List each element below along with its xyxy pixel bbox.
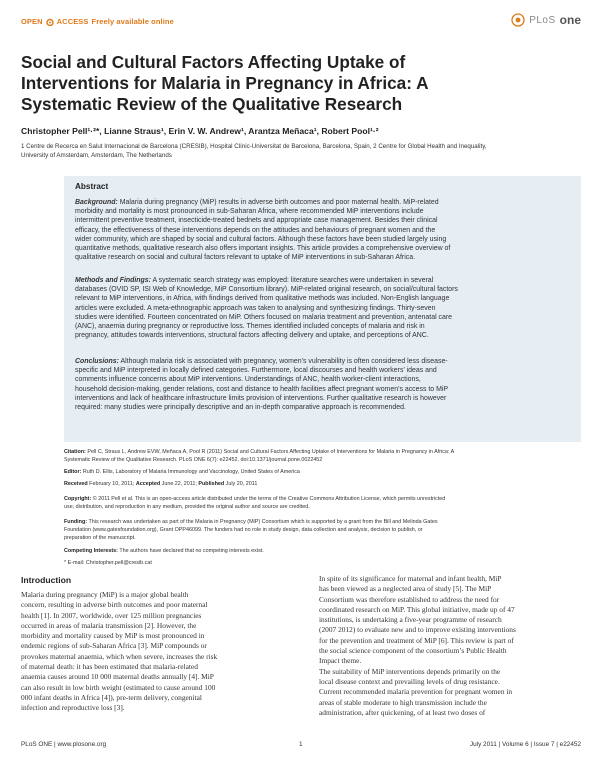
body-line: endemic regions of sub-Saharan Africa [3]. MiP compounds or — [21, 641, 207, 651]
abstract-box — [64, 176, 581, 442]
body-line: provokes maternal anaemia, which when severe, increases the risk — [21, 651, 218, 661]
copyright-block — [64, 495, 581, 511]
citation-block — [64, 448, 581, 464]
abstract-line: intermittent preventive treatment, insecticide-treated bednets and appropriate case management. Besides their clinical — [75, 217, 438, 225]
corresponding-email[interactable]: * E-mail: Christopher.pell@cresib.cat — [64, 560, 152, 566]
affiliation-line: 1 Centre de Recerca en Salut Internacional de Barcelona (CRESIB), Hospital Clínic-Universitat de Barcelona, Barcelona, Spain, 2 Centre for Global Health and Inequality, — [21, 143, 487, 150]
citation-line: Systematic Review of the Qualitative Research. PLoS ONE 6(7): e22452. doi:10.1371/journal.pone.0022452 — [64, 457, 323, 463]
body-line: concern, resulting in adverse birth outcomes and poor maternal — [21, 600, 208, 610]
body-column-right — [319, 574, 581, 718]
introduction-heading: Introduction — [21, 575, 72, 585]
footer-journal: PLoS ONE | www.plosone.org — [21, 741, 107, 748]
abstract-line: relevant to MiP interventions, in Africa, with findings derived from qualitative methods was included. Non-English language — [75, 295, 450, 303]
body-line: infection and reproductive loss [3]. — [21, 703, 125, 713]
email-block — [64, 559, 581, 567]
abstract-line: specific and MiP interpreted in locally defined categories. Furthermore, local discourses and health workers’ ideas and — [75, 367, 437, 375]
abstract-line: qualitative research on social and cultural factors relevant to uptake of MiP interventions in sub-Saharan Africa. — [75, 254, 415, 262]
abstract-line: databases (OVID SP, ISI Web of Knowledge, MiP Consortium library). MiP-related original research, on social/cultural factors — [75, 286, 458, 294]
title-line: Interventions for Malaria in Pregnancy in Africa: A — [21, 73, 429, 93]
affiliations — [21, 142, 581, 160]
abstract-line: (ANC), anaemia during pregnancy or reproductive loss. Themes identified included concepts of malaria and risk in — [75, 323, 425, 331]
author-list: Christopher Pell¹·²*, Lianne Straus¹, Erin V. W. Andrew¹, Arantza Meñaca¹, Robert Pool¹·² — [21, 126, 379, 136]
dates-block — [64, 480, 581, 488]
body-line: Current recommended malaria prevention for pregnant women in — [319, 687, 513, 697]
body-line: of maternal death: it has been estimated that malaria-related — [21, 662, 198, 672]
body-column-left — [21, 590, 283, 714]
page-number: 1 — [299, 741, 303, 748]
open-lock-icon — [46, 17, 54, 26]
affiliation-line: University of Amsterdam, Amsterdam, The Netherlands — [21, 152, 172, 159]
published-date: July 20, 2011 — [224, 481, 258, 487]
body-line: coordinated research on MiP. This global initiative, made up of 47 — [319, 604, 515, 614]
abstract-line: required: many studies were principally descriptive and an in-depth comparative approach is recommended. — [75, 404, 406, 412]
body-line: has been viewed as a neglected area of study [5]. The MiP — [319, 584, 492, 594]
journal-header — [21, 13, 581, 37]
logo-one-text: one — [559, 13, 581, 27]
abstract-line: quantitative methods, qualitative research also offers important insights. This article provides a comprehensive overview of — [75, 245, 451, 253]
body-line: morbidity and mortality caused by MiP is most pronounced in — [21, 631, 205, 641]
body-line: areas of stable moderate to high transmission include the — [319, 697, 487, 707]
accepted-label: Accepted — [135, 481, 161, 487]
open-label: OPEN — [21, 17, 43, 26]
body-line: Impact theme. — [319, 656, 362, 666]
freely-available-label: Freely available online — [91, 17, 174, 26]
methods-label: Methods and Findings: — [75, 277, 151, 284]
abstract-line: studies were identified. Fourteen concentrated on MiP. Others focused on malaria treatment and prevention, antenatal care — [75, 313, 453, 321]
abstract-line: household decision-making, gender relations, cost and distance to health facilities affect pregnant women’s access to MiP — [75, 385, 449, 393]
background-label: Background: — [75, 199, 118, 206]
title-line: Systematic Review of the Qualitative Research — [21, 94, 403, 114]
funding-line: This research was undertaken as part of the Malaria in Pregnancy (MiP) Consortium which is supported by a grant from the Bill and Melinda Gates — [87, 519, 438, 525]
editor-label: Editor: — [64, 469, 82, 475]
body-line: anaemia causes around 10 000 maternal deaths annually [4]. MiP — [21, 672, 214, 682]
abstract-line: efficacy, the effectiveness of these interventions depends on the attitudes and behaviours of pregnant women and the — [75, 226, 436, 234]
abstract-line: interventions and lack of healthcare infrastructure limits provision of interventions. Further qualitative research is however — [75, 394, 447, 402]
plos-one-logo — [511, 13, 581, 27]
editor-text: Ruth D. Ellis, Laboratory of Malaria Immunology and Vaccinology, United States of America — [81, 469, 300, 475]
funding-line: Foundation (www.gatesfoundation.org), Grant OPP46099. The funders had no role in study design, data collection and analysis, decision to publish, or — [64, 527, 423, 533]
competing-interests-block — [64, 547, 581, 555]
body-line: the social science component of the consortium’s Public Health — [319, 646, 507, 656]
access-label: ACCESS — [56, 17, 89, 26]
abstract-line: articles were excluded. A meta-ethnographic approach was taken to analysing and synthesizing findings. Thirty-seven — [75, 304, 436, 312]
body-line: for the prevention and treatment of MiP [6]. This review is part of — [319, 635, 514, 645]
page-footer — [21, 741, 581, 751]
funding-line: preparation of the manuscript. — [64, 535, 136, 541]
abstract-line: A systematic search strategy was employed: literature searches were undertaken in several — [150, 277, 434, 284]
abstract-methods — [75, 276, 570, 340]
footer-issue-info: July 2011 | Volume 6 | Issue 7 | e22452 — [469, 741, 581, 748]
competing-label: Competing Interests: — [64, 548, 118, 554]
abstract-heading: Abstract — [75, 182, 109, 191]
body-line: can also result in low birth weight (estimated to cause around 100 — [21, 682, 216, 692]
abstract-line: wider community, which are shaped by social and cultural factors. Although these factors have been studied largely using — [75, 235, 447, 243]
body-line: institutions, is undertaking a five-year programme of research — [319, 615, 502, 625]
body-line: occurred in areas of malaria transmission [2]. However, the — [21, 620, 197, 630]
abstract-line: comments influence concerns about MiP interventions. Understandings of ANC, health worker-client interactions, — [75, 376, 421, 384]
body-line: health [1]. In 2007, worldwide, over 125 million pregnancies — [21, 610, 202, 620]
abstract-conclusions — [75, 357, 570, 412]
editor-block — [64, 468, 581, 476]
article-title — [21, 52, 561, 115]
received-label: Received — [64, 481, 88, 487]
copyright-line: © 2011 Pell et al. This is an open-access article distributed under the terms of the Creative Commons Attribution License, which permits unrestricted — [91, 496, 446, 502]
published-label: Published — [198, 481, 225, 487]
funding-label: Funding: — [64, 519, 88, 525]
body-line: Malaria during pregnancy (MiP) is a major global health — [21, 590, 189, 599]
body-line: In spite of its significance for maternal and infant health, MiP — [319, 574, 502, 583]
body-line: 000 infant deaths in Africa [4]), pre-term delivery, congenital — [21, 692, 202, 702]
conclusions-label: Conclusions: — [75, 358, 119, 365]
citation-label: Citation: — [64, 449, 86, 455]
funding-block — [64, 518, 581, 542]
abstract-background — [75, 198, 570, 262]
open-access-badge — [21, 17, 174, 26]
abstract-line: pregnancy, attitudes towards interventions, structural factors affecting delivery and uptake, and perceptions of ANC. — [75, 332, 429, 340]
accepted-date: June 22, 2011; — [160, 481, 199, 487]
received-date: February 10, 2011; — [87, 481, 136, 487]
body-line: The suitability of MiP interventions depends primarily on the — [319, 666, 501, 676]
abstract-line: morbidity and mortality is most pronounced in sub-Saharan Africa, where recommended MiP interventions include — [75, 208, 424, 216]
body-line: administration, after quickening, of at least two doses of — [319, 707, 486, 717]
logo-plos-text: PLoS — [529, 14, 556, 26]
plos-globe-icon — [511, 13, 525, 27]
competing-text: The authors have declared that no competing interests exist. — [117, 548, 264, 554]
copyright-line: use, distribution, and reproduction in any medium, provided the original author and source are credited. — [64, 504, 310, 510]
abstract-line: Malaria during pregnancy (MiP) results in adverse birth outcomes and poor maternal health. MiP-related — [117, 199, 439, 206]
body-line: local disease context and prevailing levels of drug resistance. — [319, 676, 500, 686]
citation-line: Pell C, Straus L, Andrew EVW, Meñaca A, Pool R (2011) Social and Cultural Factors Affecting Uptake of Interventions for Malaria in Pregnancy in Africa: A — [85, 449, 455, 455]
title-line: Social and Cultural Factors Affecting Uptake of — [21, 52, 406, 72]
body-line: (2007 2012) to evaluate new and to improve existing interventions — [319, 625, 516, 635]
abstract-line: Although malaria risk is associated with pregnancy, women’s vulnerability is often considered less disease- — [118, 358, 448, 365]
body-line: Consortium was therefore established to address the need for — [319, 594, 500, 604]
copyright-label: Copyright: — [64, 496, 92, 502]
